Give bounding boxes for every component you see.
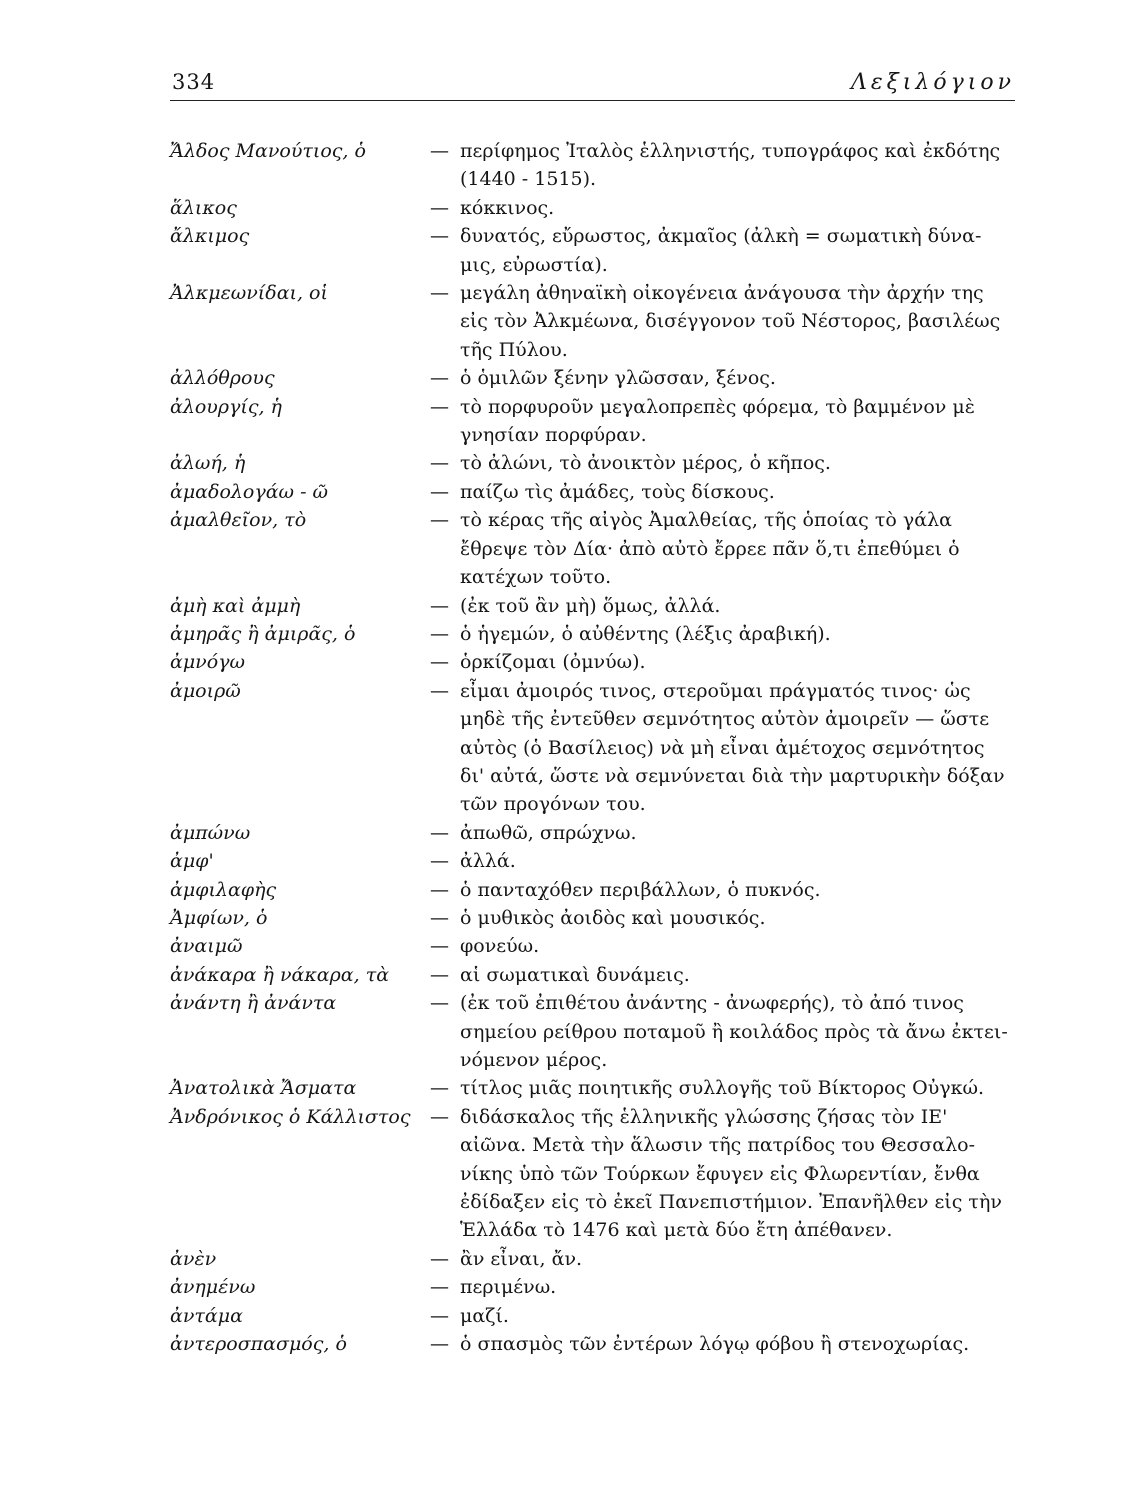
entry-term: ἀνάντη ἢ ἀνάντα bbox=[170, 992, 337, 1015]
glossary-entry bbox=[170, 1273, 1030, 1301]
entry-term: ἀμνόγω bbox=[170, 651, 246, 674]
entry-dash: — bbox=[430, 1247, 449, 1270]
entry-term: ἀμφ' bbox=[170, 850, 214, 873]
definition-line: ὁ μυθικὸς ἀοιδὸς καὶ μουσικός. bbox=[460, 906, 766, 929]
glossary-entry bbox=[170, 279, 1030, 364]
entry-term: ἀμοιρῶ bbox=[170, 679, 241, 702]
entry-dash: — bbox=[430, 395, 449, 418]
entry-term: ἀνὲν bbox=[170, 1247, 217, 1270]
entry-dash: — bbox=[430, 452, 449, 475]
definition-line: φονεύω. bbox=[460, 935, 540, 958]
definition-line: αἰῶνα. Μετὰ τὴν ἅλωσιν τῆς πατρίδος του Θεσσαλο- bbox=[460, 1134, 975, 1157]
entry-definition bbox=[460, 904, 1030, 932]
definition-line: ὁρκίζομαι (ὀμνύω). bbox=[460, 651, 646, 674]
entry-dash: — bbox=[430, 679, 449, 702]
entry-dash: — bbox=[430, 651, 449, 674]
entry-definition bbox=[460, 592, 1030, 620]
glossary-entry bbox=[170, 904, 1030, 932]
entry-term: ἀλουργίς, ἡ bbox=[170, 395, 282, 418]
glossary-entry bbox=[170, 393, 1030, 450]
glossary-entry bbox=[170, 449, 1030, 477]
definition-line: τίτλος μιᾶς ποιητικῆς συλλογῆς τοῦ Βίκτορος Οὐγκώ. bbox=[460, 1077, 985, 1100]
entry-dash: — bbox=[430, 480, 449, 503]
entry-term: Ἄλδος Μανούτιος, ὁ bbox=[170, 140, 366, 162]
entry-term: ἅλικος bbox=[170, 196, 237, 219]
entry-dash: — bbox=[430, 594, 449, 617]
entry-term: ἀντεροσπασμός, ὁ bbox=[170, 1333, 347, 1356]
entry-term: Ἀνατολικὰ Ἄσματα bbox=[170, 1077, 357, 1100]
definition-line: ἐδίδαξεν εἰς τὸ ἐκεῖ Πανεπιστήμιον. Ἐπανῆλθεν εἰς τὴν bbox=[460, 1191, 1002, 1214]
definition-line: γνησίαν πορφύραν. bbox=[460, 424, 647, 447]
definition-line: περίφημος Ἰταλὸς ἑλληνιστής, τυπογράφος καὶ ἐκδότης bbox=[460, 140, 1001, 162]
entry-definition bbox=[460, 506, 1030, 591]
definition-line: (1440 - 1515). bbox=[460, 168, 597, 191]
entry-definition bbox=[460, 876, 1030, 904]
entry-term: Ἀλκμεωνίδαι, οἱ bbox=[170, 282, 328, 305]
glossary-entry bbox=[170, 819, 1030, 847]
entry-term: ἀνάκαρα ἢ νάκαρα, τὰ bbox=[170, 963, 390, 986]
definition-line: ὁ ἡγεμών, ὁ αὐθέντης (λέξις ἀραβική). bbox=[460, 622, 831, 645]
entry-dash: — bbox=[430, 1077, 449, 1100]
entry-definition bbox=[460, 137, 1030, 194]
definition-line: περιμένω. bbox=[460, 1276, 557, 1299]
definition-line: ἔθρεψε τὸν Δία· ἀπὸ αὐτὸ ἔρρεε πᾶν ὅ,τι ἐπεθύμει ὁ bbox=[460, 537, 960, 560]
definition-line: νίκης ὑπὸ τῶν Τούρκων ἔφυγεν εἰς Φλωρεντίαν, ἔνθα bbox=[460, 1162, 980, 1185]
definition-line: κατέχων τοῦτο. bbox=[460, 566, 612, 589]
entry-dash: — bbox=[430, 906, 449, 929]
entry-definition bbox=[460, 932, 1030, 960]
definition-line: τὸ πορφυροῦν μεγαλοπρεπὲς φόρεμα, τὸ βαμμένον μὲ bbox=[460, 395, 975, 418]
entry-dash: — bbox=[430, 196, 449, 219]
entry-term: ἀμαλθεῖον, τὸ bbox=[170, 509, 307, 532]
entry-definition bbox=[460, 1330, 1030, 1358]
glossary-entry bbox=[170, 592, 1030, 620]
glossary-entry bbox=[170, 1302, 1030, 1330]
entry-definition bbox=[460, 648, 1030, 676]
entry-term: ἀναιμῶ bbox=[170, 935, 243, 958]
entry-definition bbox=[460, 1074, 1030, 1102]
definition-line: παίζω τὶς ἀμάδες, τοὺς δίσκους. bbox=[460, 480, 775, 503]
entry-term: ἀμπώνω bbox=[170, 821, 251, 844]
definition-line: σημείου ρείθρου ποταμοῦ ἢ κοιλάδος πρὸς τὰ ἄνω ἐκτει- bbox=[460, 1020, 1008, 1043]
entry-definition bbox=[460, 1245, 1030, 1273]
glossary-entry bbox=[170, 364, 1030, 392]
entry-definition bbox=[460, 847, 1030, 875]
entry-dash: — bbox=[430, 622, 449, 645]
entry-dash: — bbox=[430, 992, 449, 1015]
glossary-entry bbox=[170, 194, 1030, 222]
entry-dash: — bbox=[430, 1333, 449, 1356]
entry-term: ἄλκιμος bbox=[170, 225, 250, 248]
entry-definition bbox=[460, 449, 1030, 477]
entry-dash: — bbox=[430, 282, 449, 305]
page-number: 334 bbox=[172, 70, 216, 94]
definition-line: νόμενον μέρος. bbox=[460, 1049, 608, 1071]
entry-dash: — bbox=[430, 850, 449, 873]
entry-dash: — bbox=[430, 1304, 449, 1327]
glossary-entry bbox=[170, 506, 1030, 591]
glossary-entry bbox=[170, 620, 1030, 648]
entry-term: ἀλωή, ἡ bbox=[170, 452, 246, 475]
definition-line: μις, εὐρωστία). bbox=[460, 253, 608, 276]
glossary-entry bbox=[170, 648, 1030, 676]
entry-definition bbox=[460, 222, 1030, 279]
entry-term: ἀμὴ καὶ ἀμμὴ bbox=[170, 594, 301, 617]
definition-line: αἱ σωματικαὶ δυνάμεις. bbox=[460, 963, 690, 986]
glossary-entry bbox=[170, 847, 1030, 875]
entry-term: ἀμηρᾶς ἢ ἀμιρᾶς, ὁ bbox=[170, 622, 356, 645]
entry-dash: — bbox=[430, 1105, 449, 1128]
entry-dash: — bbox=[430, 1276, 449, 1299]
entry-term: ἀνημένω bbox=[170, 1276, 256, 1299]
glossary-entry bbox=[170, 932, 1030, 960]
definition-line: αὐτὸς (ὁ Βασίλειος) νὰ μὴ εἶναι ἀμέτοχος σεμνότητος bbox=[460, 736, 985, 759]
definition-line: τὸ κέρας τῆς αἰγὸς Ἀμαλθείας, τῆς ὁποίας τὸ γάλα bbox=[460, 509, 952, 532]
entry-definition bbox=[460, 819, 1030, 847]
definition-line: ὁ ὁμιλῶν ξένην γλῶσσαν, ξένος. bbox=[460, 367, 776, 390]
definition-line: Ἑλλάδα τὸ 1476 καὶ μετὰ δύο ἔτη ἀπέθανεν. bbox=[460, 1219, 893, 1242]
glossary-entry bbox=[170, 961, 1030, 989]
definition-line: τῆς Πύλου. bbox=[460, 338, 568, 361]
entry-dash: — bbox=[430, 935, 449, 958]
entry-definition bbox=[460, 961, 1030, 989]
definition-line: κόκκινος. bbox=[460, 196, 555, 219]
entry-definition bbox=[460, 194, 1030, 222]
entry-definition bbox=[460, 989, 1030, 1074]
entry-definition bbox=[460, 677, 1030, 819]
entry-definition bbox=[460, 620, 1030, 648]
entry-dash: — bbox=[430, 225, 449, 248]
definition-line: τὸ ἀλώνι, τὸ ἀνοικτὸν μέρος, ὁ κῆπος. bbox=[460, 452, 831, 475]
entry-dash: — bbox=[430, 821, 449, 844]
definition-line: μεγάλη ἀθηναϊκὴ οἰκογένεια ἀνάγουσα τὴν ἀρχήν της bbox=[460, 282, 984, 305]
definition-line: δι' αὐτά, ὥστε νὰ σεμνύνεται διὰ τὴν μαρτυρικὴν δόξαν bbox=[460, 764, 1005, 787]
definition-line: (ἐκ τοῦ ἂν μὴ) ὅμως, ἀλλά. bbox=[460, 594, 721, 617]
glossary-entry bbox=[170, 1245, 1030, 1273]
definition-line: ὁ σπασμὸς τῶν ἐντέρων λόγῳ φόβου ἢ στενοχωρίας. bbox=[460, 1333, 970, 1356]
entry-definition bbox=[460, 279, 1030, 364]
definition-line: διδάσκαλος τῆς ἑλληνικῆς γλώσσης ζήσας τὸν ΙΕ' bbox=[460, 1105, 948, 1128]
entry-dash: — bbox=[430, 878, 449, 901]
entry-term: ἀμαδολογάω - ῶ bbox=[170, 480, 329, 503]
entry-definition bbox=[460, 364, 1030, 392]
header-rule bbox=[170, 100, 1015, 101]
entry-term: Ἀνδρόνικος ὁ Κάλλιστος bbox=[170, 1105, 411, 1128]
glossary-entry bbox=[170, 478, 1030, 506]
entry-term: ἀντάμα bbox=[170, 1304, 243, 1327]
entry-definition bbox=[460, 1273, 1030, 1301]
definition-line: εἶμαι ἀμοιρός τινος, στεροῦμαι πράγματός τινος· ὡς bbox=[460, 679, 971, 702]
entry-dash: — bbox=[430, 140, 449, 162]
definition-line: μαζί. bbox=[460, 1304, 509, 1327]
glossary-entry bbox=[170, 1330, 1030, 1358]
definition-line: (ἐκ τοῦ ἐπιθέτου ἀνάντης - ἀνωφερής), τὸ ἀπό τινος bbox=[460, 992, 964, 1015]
glossary-entry bbox=[170, 1074, 1030, 1102]
entry-definition bbox=[460, 1103, 1030, 1245]
running-title: Λεξιλόγιον bbox=[850, 70, 1015, 95]
entry-definition bbox=[460, 1302, 1030, 1330]
definition-line: ἀπωθῶ, σπρώχνω. bbox=[460, 821, 637, 844]
entry-term: Ἀμφίων, ὁ bbox=[170, 906, 268, 929]
glossary-entry bbox=[170, 989, 1030, 1074]
entry-term: ἀμφιλαφὴς bbox=[170, 878, 277, 901]
glossary bbox=[170, 137, 1030, 1358]
definition-line: ἀλλά. bbox=[460, 850, 516, 873]
entry-dash: — bbox=[430, 509, 449, 532]
entry-dash: — bbox=[430, 963, 449, 986]
glossary-entry bbox=[170, 677, 1030, 819]
glossary-entry bbox=[170, 876, 1030, 904]
entry-definition bbox=[460, 393, 1030, 450]
page-header bbox=[170, 58, 1015, 98]
glossary-entry bbox=[170, 137, 1030, 194]
definition-line: τῶν προγόνων του. bbox=[460, 793, 646, 816]
definition-line: ἂν εἶναι, ἄν. bbox=[460, 1247, 583, 1270]
entry-dash: — bbox=[430, 367, 449, 390]
entry-definition bbox=[460, 478, 1030, 506]
definition-line: εἰς τὸν Ἀλκμέωνα, δισέγγονον τοῦ Νέστορος, βασιλέως bbox=[460, 310, 1001, 333]
definition-line: δυνατός, εὔρωστος, ἀκμαῖος (ἀλκὴ = σωματικὴ δύνα- bbox=[460, 225, 982, 248]
glossary-entry bbox=[170, 1103, 1030, 1245]
definition-line: μηδὲ τῆς ἐντεῦθεν σεμνότητος αὐτὸν ἀμοιρεῖν — ὥστε bbox=[460, 708, 990, 731]
definition-line: ὁ πανταχόθεν περιβάλλων, ὁ πυκνός. bbox=[460, 878, 821, 901]
entry-term: ἀλλόθρους bbox=[170, 367, 275, 390]
glossary-entry bbox=[170, 222, 1030, 279]
